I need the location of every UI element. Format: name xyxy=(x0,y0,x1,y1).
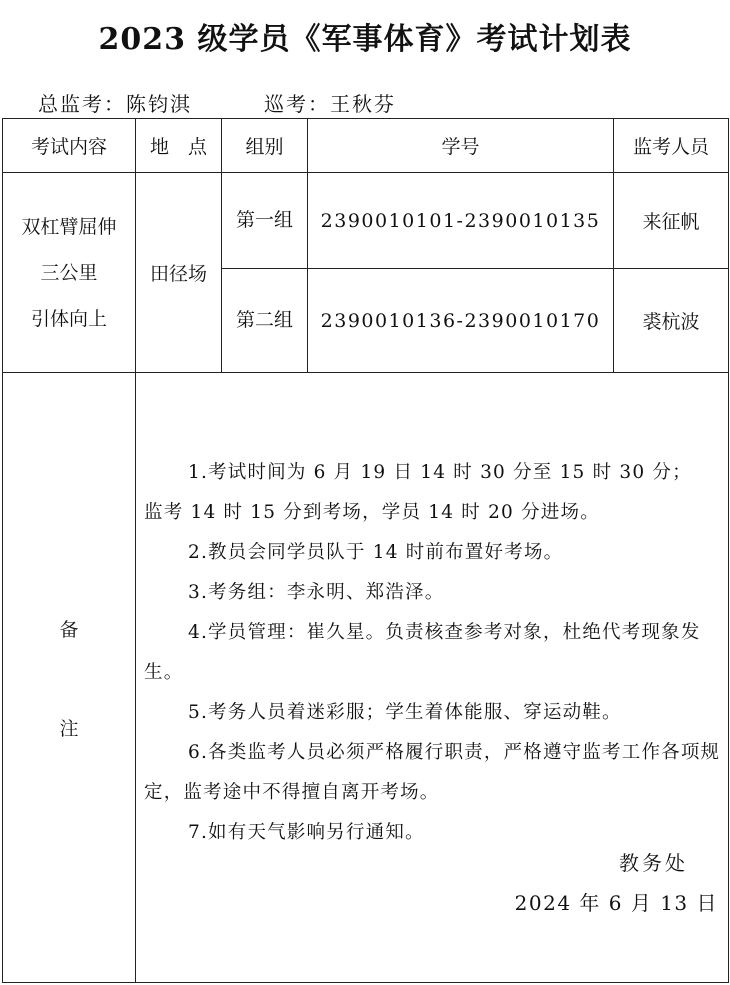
remarks-row xyxy=(3,373,729,983)
note-item: 6.各类监考人员必须严格履行职责，严格遵守监考工作各项规定，监考途中不得擅自离开考场。 xyxy=(144,742,721,803)
event-item: 三公里 xyxy=(40,261,98,284)
page-title: 2023 级学员《军事体育》考试计划表 xyxy=(98,22,632,57)
header-proctor: 监考人员 xyxy=(614,119,729,173)
group-proctor: 来征帆 xyxy=(614,173,729,269)
header-location: 地 点 xyxy=(136,119,222,173)
remark-label-char: 注 xyxy=(59,717,79,740)
event-item: 引体向上 xyxy=(30,307,107,330)
header-content: 考试内容 xyxy=(3,119,136,173)
event-item: 双杠臂屈伸 xyxy=(21,215,117,238)
signature-block xyxy=(515,843,718,923)
remarks-content xyxy=(136,373,729,983)
exam-location: 田径场 xyxy=(136,173,222,373)
header-group: 组别 xyxy=(222,119,308,173)
student-id-range: 2390010136-2390010170 xyxy=(308,269,614,373)
remark-label xyxy=(3,373,136,983)
remark-label-char: 备 xyxy=(59,618,79,641)
note-item: 3.考务组：李永明、郑浩泽。 xyxy=(188,582,445,603)
note-item: 5.考务人员着迷彩服；学生着体能服、穿运动鞋。 xyxy=(188,702,622,723)
note-item: 2.教员会同学员队于 14 时前布置好考场。 xyxy=(188,542,564,563)
chief-proctor: 总监考：陈钧淇 xyxy=(38,92,192,116)
header-student-id: 学号 xyxy=(308,119,614,173)
group-name: 第二组 xyxy=(222,269,308,373)
table-header-row xyxy=(3,119,729,173)
exam-plan-table xyxy=(2,118,729,983)
group-proctor: 裘杭波 xyxy=(614,269,729,373)
table-row xyxy=(3,173,729,269)
issuing-office: 教务处 xyxy=(619,851,688,875)
exam-events xyxy=(3,173,136,373)
note-item: 监考 14 时 15 分到考场，学员 14 时 20 分进场。 xyxy=(144,502,600,523)
group-name: 第一组 xyxy=(222,173,308,269)
patrol-proctor: 巡考：王秋芬 xyxy=(264,92,396,116)
proctor-line xyxy=(38,88,396,117)
student-id-range: 2390010101-2390010135 xyxy=(308,173,614,269)
note-item: 1.考试时间为 6 月 19 日 14 时 30 分至 15 时 30 分； xyxy=(188,462,692,483)
note-item: 7.如有天气影响另行通知。 xyxy=(188,822,425,843)
issue-date: 2024 年 6 月 13 日 xyxy=(514,891,718,915)
note-item: 4.学员管理：崔久星。负责核查参考对象，杜绝代考现象发生。 xyxy=(144,622,701,683)
